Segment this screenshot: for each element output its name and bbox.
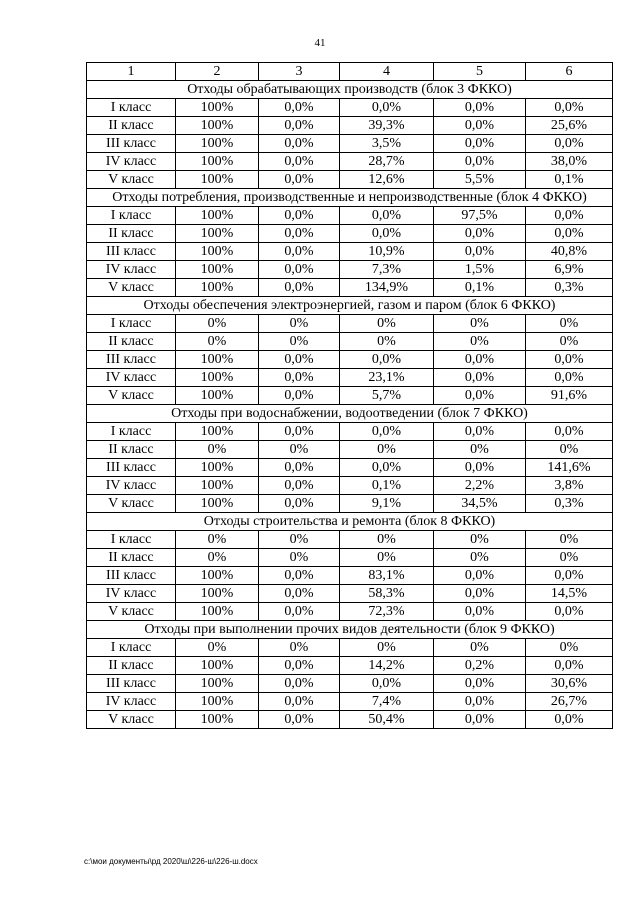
table-row [87, 585, 613, 603]
table-cell: 0% [340, 549, 434, 567]
header-row [87, 63, 613, 81]
table-cell: 0,0% [259, 657, 340, 675]
table-cell: 0% [259, 333, 340, 351]
row-class-label: II класс [87, 117, 176, 135]
table-cell: 0,0% [526, 603, 613, 621]
table-row [87, 675, 613, 693]
table-cell: 0,0% [259, 171, 340, 189]
table-cell: 0,0% [434, 603, 526, 621]
table-row [87, 351, 613, 369]
table-cell: 0,0% [526, 657, 613, 675]
table-row [87, 117, 613, 135]
table-cell: 100% [176, 603, 259, 621]
row-class-label: V класс [87, 171, 176, 189]
table-cell: 72,3% [340, 603, 434, 621]
table-cell: 100% [176, 261, 259, 279]
table-cell: 0,0% [526, 225, 613, 243]
table-cell: 9,1% [340, 495, 434, 513]
row-class-label: I класс [87, 315, 176, 333]
table-cell: 100% [176, 135, 259, 153]
table-cell: 0,0% [259, 387, 340, 405]
table-row [87, 693, 613, 711]
table-cell: 0% [259, 531, 340, 549]
table-row [87, 657, 613, 675]
table-cell: 0% [259, 549, 340, 567]
table-cell: 100% [176, 693, 259, 711]
table-cell: 134,9% [340, 279, 434, 297]
table-cell: 39,3% [340, 117, 434, 135]
table-cell: 0% [259, 441, 340, 459]
table-body [87, 63, 613, 729]
table-cell: 0,0% [434, 369, 526, 387]
table-cell: 0,0% [526, 711, 613, 729]
table-cell: 0,0% [434, 99, 526, 117]
table-cell: 0% [340, 441, 434, 459]
table-cell: 0% [526, 639, 613, 657]
row-class-label: II класс [87, 333, 176, 351]
table-cell: 2,2% [434, 477, 526, 495]
table-cell: 0,0% [434, 459, 526, 477]
row-class-label: I класс [87, 207, 176, 225]
table-cell: 100% [176, 351, 259, 369]
table-cell: 0,0% [340, 225, 434, 243]
table-cell: 26,7% [526, 693, 613, 711]
row-class-label: IV класс [87, 261, 176, 279]
section-title: Отходы потребления, производственные и непроизводственные (блок 4 ФККО) [87, 189, 613, 207]
row-class-label: III класс [87, 243, 176, 261]
table-cell: 0,0% [259, 243, 340, 261]
row-class-label: II класс [87, 225, 176, 243]
table-row [87, 459, 613, 477]
table-cell: 0,0% [434, 387, 526, 405]
table-row [87, 531, 613, 549]
row-class-label: V класс [87, 495, 176, 513]
table-cell: 5,7% [340, 387, 434, 405]
header-cell: 3 [259, 63, 340, 81]
footer-file-path: c:\мои документы\рд 2020\ш\226-ш\226-ш.docx [84, 857, 258, 866]
table-cell: 100% [176, 225, 259, 243]
table-cell: 0,0% [259, 99, 340, 117]
table-row [87, 243, 613, 261]
table-cell: 0,0% [434, 225, 526, 243]
section-title-row [87, 513, 613, 531]
table-cell: 0,0% [434, 135, 526, 153]
table-cell: 0,0% [434, 243, 526, 261]
row-class-label: IV класс [87, 477, 176, 495]
section-title: Отходы обеспечения электроэнергией, газом и паром (блок 6 ФККО) [87, 297, 613, 315]
table-cell: 83,1% [340, 567, 434, 585]
table-cell: 0,0% [259, 225, 340, 243]
table-cell: 0,0% [434, 711, 526, 729]
table-cell: 3,5% [340, 135, 434, 153]
table-cell: 0,0% [259, 153, 340, 171]
table-cell: 0,0% [340, 351, 434, 369]
table-cell: 0% [340, 333, 434, 351]
table-row [87, 639, 613, 657]
table-cell: 3,8% [526, 477, 613, 495]
table-cell: 0% [176, 315, 259, 333]
table-cell: 0,0% [526, 567, 613, 585]
table-row [87, 99, 613, 117]
table-cell: 0,0% [259, 117, 340, 135]
table-row [87, 315, 613, 333]
table-cell: 141,6% [526, 459, 613, 477]
table-cell: 0,3% [526, 279, 613, 297]
table-cell: 0% [434, 315, 526, 333]
row-class-label: I класс [87, 531, 176, 549]
table-cell: 28,7% [340, 153, 434, 171]
row-class-label: IV класс [87, 369, 176, 387]
table-cell: 0% [434, 549, 526, 567]
row-class-label: I класс [87, 423, 176, 441]
header-cell: 6 [526, 63, 613, 81]
table-row [87, 495, 613, 513]
table-cell: 0,0% [259, 693, 340, 711]
table-cell: 0,3% [526, 495, 613, 513]
table-cell: 0,0% [526, 99, 613, 117]
table-cell: 0% [434, 441, 526, 459]
table-cell: 0,0% [259, 351, 340, 369]
table-row [87, 135, 613, 153]
table-cell: 0,0% [434, 117, 526, 135]
table-row [87, 261, 613, 279]
header-cell: 5 [434, 63, 526, 81]
table-row [87, 423, 613, 441]
table-cell: 0,0% [434, 675, 526, 693]
table-cell: 0,0% [340, 423, 434, 441]
section-title: Отходы обрабатывающих производств (блок 3 ФККО) [87, 81, 613, 99]
row-class-label: II класс [87, 549, 176, 567]
table-cell: 100% [176, 423, 259, 441]
page-number: 41 [314, 37, 326, 49]
table-cell: 0,0% [526, 135, 613, 153]
table-row [87, 603, 613, 621]
table-cell: 97,5% [434, 207, 526, 225]
table-row [87, 171, 613, 189]
table-cell: 34,5% [434, 495, 526, 513]
table-cell: 0,0% [259, 675, 340, 693]
table-cell: 100% [176, 459, 259, 477]
header-cell: 2 [176, 63, 259, 81]
row-class-label: V класс [87, 603, 176, 621]
section-title: Отходы строительства и ремонта (блок 8 ФККО) [87, 513, 613, 531]
table-cell: 0,0% [259, 423, 340, 441]
table-cell: 0% [176, 333, 259, 351]
section-title-row [87, 405, 613, 423]
table-cell: 0% [434, 333, 526, 351]
table-cell: 5,5% [434, 171, 526, 189]
table-cell: 0,0% [434, 567, 526, 585]
table-row [87, 567, 613, 585]
section-title-row [87, 81, 613, 99]
table-cell: 0,0% [434, 351, 526, 369]
table-cell: 23,1% [340, 369, 434, 387]
table-cell: 0,0% [340, 675, 434, 693]
table-row [87, 225, 613, 243]
table-cell: 0% [340, 315, 434, 333]
table-cell: 50,4% [340, 711, 434, 729]
table-cell: 6,9% [526, 261, 613, 279]
table-cell: 0,0% [259, 459, 340, 477]
table-cell: 0% [526, 549, 613, 567]
table-cell: 0,0% [259, 567, 340, 585]
table-cell: 0,1% [340, 477, 434, 495]
row-class-label: V класс [87, 387, 176, 405]
section-title-row [87, 189, 613, 207]
table-cell: 0% [259, 315, 340, 333]
row-class-label: II класс [87, 657, 176, 675]
row-class-label: III класс [87, 351, 176, 369]
table-cell: 91,6% [526, 387, 613, 405]
table-row [87, 333, 613, 351]
table-cell: 0,0% [259, 585, 340, 603]
table-cell: 0,0% [259, 477, 340, 495]
row-class-label: IV класс [87, 585, 176, 603]
table-cell: 12,6% [340, 171, 434, 189]
table-cell: 100% [176, 387, 259, 405]
header-cell: 4 [340, 63, 434, 81]
table-cell: 0,0% [434, 693, 526, 711]
table-cell: 0% [340, 531, 434, 549]
table-cell: 100% [176, 117, 259, 135]
table-cell: 100% [176, 495, 259, 513]
row-class-label: V класс [87, 711, 176, 729]
row-class-label: III класс [87, 675, 176, 693]
table-cell: 0,0% [526, 351, 613, 369]
table-cell: 0% [176, 549, 259, 567]
row-class-label: V класс [87, 279, 176, 297]
table-cell: 0,0% [526, 423, 613, 441]
row-class-label: IV класс [87, 153, 176, 171]
table-cell: 0,0% [259, 369, 340, 387]
table-cell: 0,0% [526, 369, 613, 387]
table-row [87, 441, 613, 459]
table-cell: 40,8% [526, 243, 613, 261]
table-row [87, 369, 613, 387]
table-cell: 0,1% [434, 279, 526, 297]
table-cell: 0% [526, 531, 613, 549]
section-title: Отходы при водоснабжении, водоотведении (блок 7 ФККО) [87, 405, 613, 423]
table-cell: 0,0% [340, 207, 434, 225]
table-cell: 0,0% [340, 99, 434, 117]
row-class-label: I класс [87, 99, 176, 117]
table-cell: 100% [176, 585, 259, 603]
table-cell: 0% [526, 315, 613, 333]
table-cell: 7,3% [340, 261, 434, 279]
row-class-label: I класс [87, 639, 176, 657]
table-cell: 14,5% [526, 585, 613, 603]
row-class-label: III класс [87, 459, 176, 477]
table-cell: 1,5% [434, 261, 526, 279]
table-cell: 100% [176, 657, 259, 675]
table-cell: 0% [176, 639, 259, 657]
table-cell: 0% [434, 639, 526, 657]
table-cell: 100% [176, 369, 259, 387]
table-cell: 100% [176, 243, 259, 261]
table-cell: 38,0% [526, 153, 613, 171]
table-cell: 7,4% [340, 693, 434, 711]
section-title: Отходы при выполнении прочих видов деятельности (блок 9 ФККО) [87, 621, 613, 639]
data-table [86, 62, 613, 729]
table-cell: 100% [176, 279, 259, 297]
table-cell: 0,0% [259, 495, 340, 513]
section-title-row [87, 297, 613, 315]
row-class-label: III класс [87, 135, 176, 153]
table-cell: 0,0% [259, 603, 340, 621]
header-cell: 1 [87, 63, 176, 81]
table-cell: 100% [176, 711, 259, 729]
table-cell: 0% [176, 531, 259, 549]
table-cell: 0,0% [259, 207, 340, 225]
table-cell: 58,3% [340, 585, 434, 603]
table-cell: 100% [176, 207, 259, 225]
table-cell: 100% [176, 567, 259, 585]
table-cell: 0% [526, 441, 613, 459]
table-cell: 0,1% [526, 171, 613, 189]
table-cell: 0,0% [434, 153, 526, 171]
table-row [87, 477, 613, 495]
table-cell: 0,0% [259, 711, 340, 729]
table-row [87, 711, 613, 729]
table-cell: 0,0% [526, 207, 613, 225]
table-cell: 25,6% [526, 117, 613, 135]
table-cell: 0,0% [434, 585, 526, 603]
table-cell: 0% [526, 333, 613, 351]
table-cell: 0% [434, 531, 526, 549]
table-cell: 30,6% [526, 675, 613, 693]
table-row [87, 279, 613, 297]
table-row [87, 387, 613, 405]
table-row [87, 153, 613, 171]
table-cell: 0% [259, 639, 340, 657]
table-cell: 0,0% [340, 459, 434, 477]
row-class-label: II класс [87, 441, 176, 459]
table-row [87, 549, 613, 567]
table-cell: 0,0% [434, 423, 526, 441]
table-cell: 0,0% [259, 261, 340, 279]
table-cell: 100% [176, 675, 259, 693]
table-cell: 0% [176, 441, 259, 459]
table-cell: 0% [340, 639, 434, 657]
row-class-label: III класс [87, 567, 176, 585]
table-cell: 10,9% [340, 243, 434, 261]
section-title-row [87, 621, 613, 639]
table-cell: 100% [176, 153, 259, 171]
table-row [87, 207, 613, 225]
table-cell: 14,2% [340, 657, 434, 675]
table-cell: 100% [176, 99, 259, 117]
row-class-label: IV класс [87, 693, 176, 711]
table-cell: 100% [176, 477, 259, 495]
table-cell: 0,2% [434, 657, 526, 675]
table-cell: 0,0% [259, 135, 340, 153]
table-cell: 100% [176, 171, 259, 189]
table-cell: 0,0% [259, 279, 340, 297]
